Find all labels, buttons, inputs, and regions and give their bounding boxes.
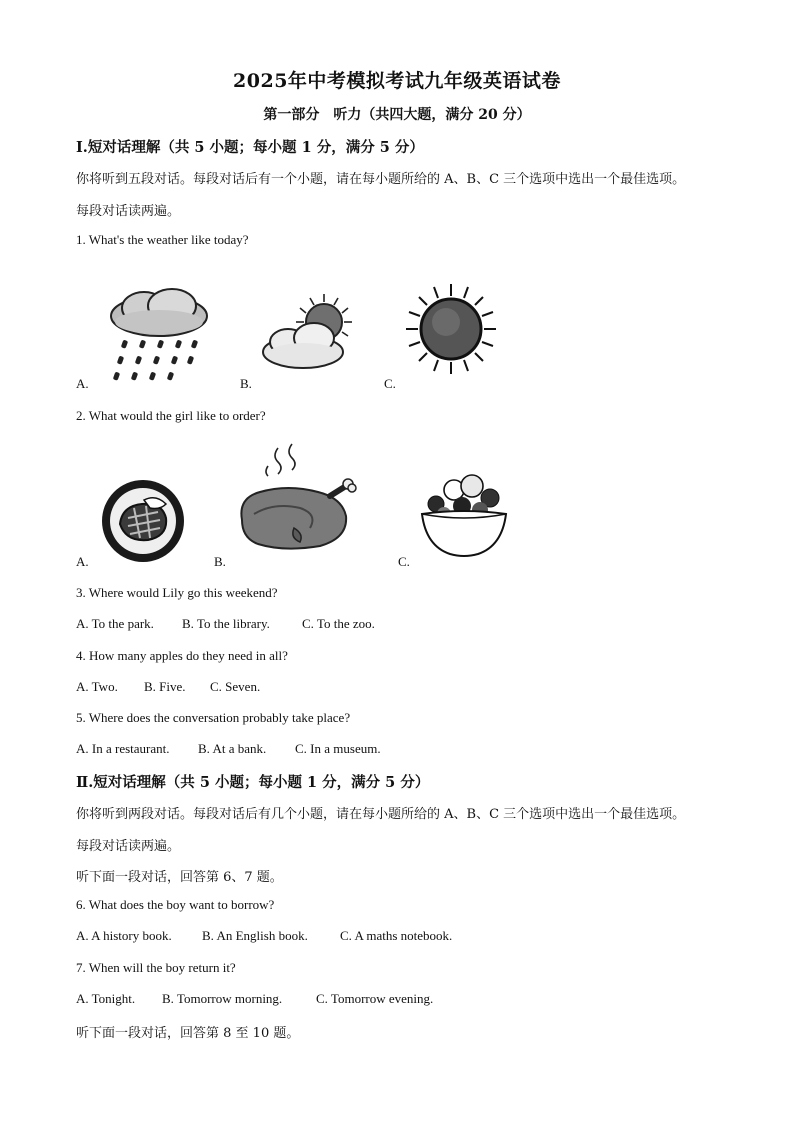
- q2-option-c-label: C.: [398, 554, 410, 569]
- question-7: 7. When will the boy return it?: [76, 960, 236, 975]
- section1-instruction: 你将听到五段对话。每段对话后有一个小题，请在每小题所给的 A、B、C 三个选项中选出一个最佳选项。: [76, 172, 686, 187]
- question-6: 6. What does the boy want to borrow?: [76, 897, 275, 912]
- steak-plate-icon: [100, 478, 186, 564]
- question-2: 2. What would the girl like to order?: [76, 408, 266, 423]
- q7-option-c: C. Tomorrow evening.: [316, 991, 434, 1006]
- q2-option-a-label: A.: [76, 554, 89, 569]
- section1-instruction-2: 每段对话读两遍。: [76, 204, 181, 219]
- listen-instruction-6-7: 听下面一段对话，回答第 6、7 题。: [76, 870, 283, 885]
- part-subtitle: 第一部分 听力（共四大题，满分 20 分）: [263, 107, 531, 123]
- q5-option-c: C. In a museum.: [295, 741, 381, 756]
- question-3: 3. Where would Lily go this weekend?: [76, 585, 278, 600]
- fruit-salad-icon: [414, 470, 514, 560]
- sun-behind-cloud-icon: [258, 290, 368, 376]
- q1-option-a-label: A.: [76, 376, 89, 391]
- q1-option-c-label: C.: [384, 376, 396, 391]
- q4-option-c: C. Seven.: [210, 679, 261, 694]
- section2-instruction-2: 每段对话读两遍。: [76, 839, 181, 854]
- q7-option-a: A. Tonight.: [76, 991, 136, 1006]
- q3-option-c: C. To the zoo.: [302, 616, 375, 631]
- exam-title: 2025年中考模拟考试九年级英语试卷: [233, 70, 561, 92]
- listen-instruction-8-10: 听下面一段对话，回答第 8 至 10 题。: [76, 1026, 300, 1041]
- q5-option-b: B. At a bank.: [198, 741, 267, 756]
- section2-instruction: 你将听到两段对话。每段对话后有几个小题，请在每小题所给的 A、B、C 三个选项中选出一个最佳选项。: [76, 807, 686, 822]
- q7-option-b: B. Tomorrow morning.: [162, 991, 283, 1006]
- question-5: 5. Where does the conversation probably take place?: [76, 710, 351, 725]
- q3-option-b: B. To the library.: [182, 616, 270, 631]
- question-1: 1. What's the weather like today?: [76, 232, 249, 247]
- q2-option-b-label: B.: [214, 554, 226, 569]
- q5-option-a: A. In a restaurant.: [76, 741, 170, 756]
- section2-heading: Ⅱ.短对话理解（共 5 小题；每小题 1 分，满分 5 分）: [76, 774, 430, 791]
- q4-option-b: B. Five.: [144, 679, 186, 694]
- sun-icon: [404, 282, 498, 376]
- question-4: 4. How many apples do they need in all?: [76, 648, 288, 663]
- q4-option-a: A. Two.: [76, 679, 118, 694]
- q6-option-b: B. An English book.: [202, 928, 308, 943]
- rain-cloud-icon: [104, 286, 214, 386]
- q6-option-a: A. A history book.: [76, 928, 172, 943]
- section1-heading: Ⅰ.短对话理解（共 5 小题；每小题 1 分，满分 5 分）: [76, 139, 424, 156]
- q6-option-c: C. A maths notebook.: [340, 928, 453, 943]
- q3-option-a: A. To the park.: [76, 616, 154, 631]
- roast-chicken-icon: [234, 442, 364, 554]
- q1-option-b-label: B.: [240, 376, 252, 391]
